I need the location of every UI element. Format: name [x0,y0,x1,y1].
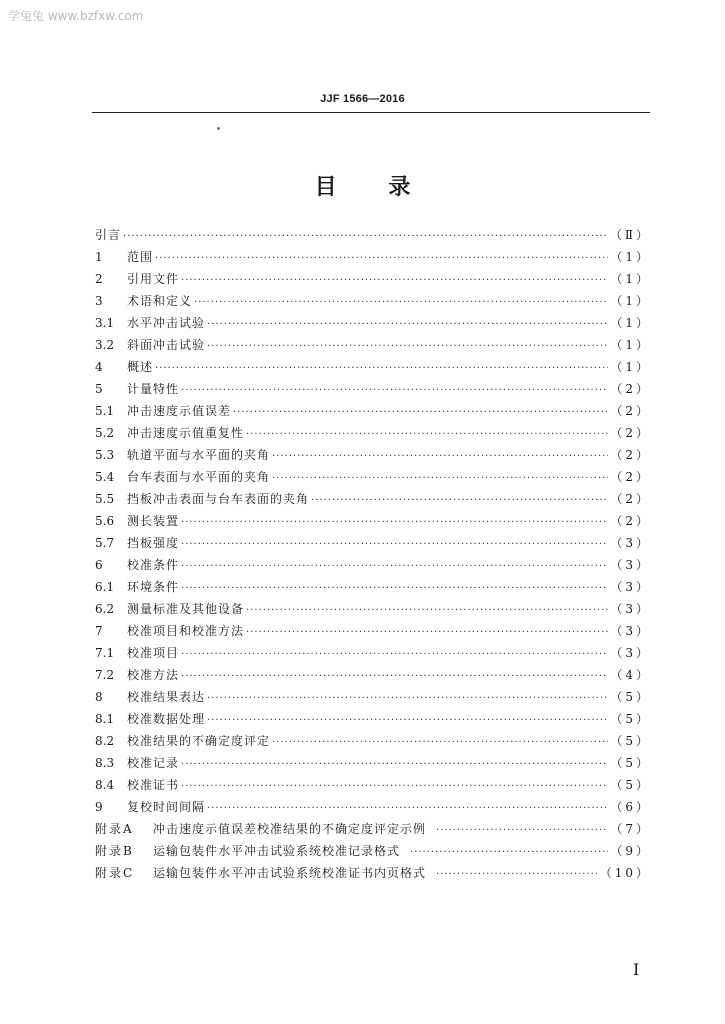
toc-entry [95,774,651,796]
toc-entry-number: 8.3 [95,756,115,770]
toc-entry [95,620,651,642]
toc-entry-page: （1） [610,316,651,330]
toc-entry-page: （1） [610,360,651,374]
toc-entry [95,730,651,752]
toc-entry [95,752,651,774]
toc-entry-title: 测长装置 [127,514,180,528]
toc-leader-dots [207,314,608,336]
toc-entry-number: 5 [95,382,103,396]
toc-entry-title: 挡板冲击表面与台车表面的夹角 [127,492,310,506]
toc-leader-dots [246,600,608,622]
toc-entry-number: 9 [95,800,103,814]
toc-leader-dots [155,358,608,380]
toc-entry-number: 5.5 [95,492,115,506]
toc-entry-page: （3） [610,646,651,660]
table-of-contents [95,224,651,884]
toc-entry-page: （2） [610,448,651,462]
toc-entry [95,334,651,356]
toc-entry [95,488,651,510]
toc-entry [95,708,651,730]
toc-entry-number: 2 [95,272,103,286]
toc-leader-dots [207,798,608,820]
toc-entry [95,598,651,620]
scan-speck [217,127,220,130]
toc-entry-number: 6.2 [95,602,115,616]
toc-entry-page: （1） [610,272,651,286]
toc-entry-title: 轨道平面与水平面的夹角 [127,448,271,462]
toc-entry-title: 范围 [127,250,154,264]
toc-entry-page: （3） [610,558,651,572]
toc-entry-page: （2） [610,382,651,396]
toc-entry-number: 8.2 [95,734,115,748]
toc-entry-number: 7.2 [95,668,115,682]
toc-entry-page: （2） [610,514,651,528]
document-code: JJF 1566—2016 [320,93,405,105]
toc-entry-title: 校准项目 [127,646,180,660]
toc-entry [95,796,651,818]
toc-entry-page: （1） [610,250,651,264]
toc-entry-number: 附录A [95,822,134,836]
toc-entry-number: 7 [95,624,103,638]
toc-entry [95,664,651,686]
page-title: 目 录 [314,175,411,200]
toc-entry-number: 附录B [95,844,134,858]
toc-entry-title: 冲击速度示值误差校准结果的不确定度评定示例 [153,822,427,836]
toc-entry-number: 3.2 [95,338,115,352]
toc-entry-page: （2） [610,426,651,440]
toc-entry [95,290,651,312]
toc-leader-dots [181,534,608,556]
page-number: Ⅰ [633,960,640,979]
toc-entry-page: （2） [610,492,651,506]
toc-entry [95,444,651,466]
toc-entry [95,466,651,488]
toc-entry-number: 附录C [95,866,135,880]
toc-leader-dots [181,556,608,578]
toc-entry-page: （4） [610,668,651,682]
toc-entry-page: （3） [610,536,651,550]
toc-leader-dots [207,688,608,710]
toc-entry-title: 术语和定义 [127,294,193,308]
toc-leader-dots [181,776,608,798]
toc-entry-title: 校准项目和校准方法 [127,624,245,638]
toc-entry [95,642,651,664]
toc-leader-dots [181,644,608,666]
toc-entry [95,246,651,268]
toc-entry-page: （1） [610,338,651,352]
toc-leader-dots [233,402,608,424]
toc-entry-title: 校准条件 [127,558,180,572]
toc-entry [95,400,651,422]
toc-leader-dots [181,512,608,534]
toc-entry [95,378,651,400]
toc-entry [95,818,651,840]
toc-entry [95,840,651,862]
toc-entry-page: （10） [599,866,651,880]
toc-entry-title: 计量特性 [127,382,180,396]
toc-entry-title: 引言 [95,228,122,242]
toc-entry-page: （2） [610,470,651,484]
watermark: 学兔兔 www.bzfxw.com [8,9,144,23]
toc-entry-page: （3） [610,580,651,594]
toc-entry-number: 8 [95,690,103,704]
toc-entry [95,268,651,290]
toc-entry [95,312,651,334]
toc-entry [95,576,651,598]
toc-entry-title: 概述 [127,360,154,374]
toc-entry-title: 冲击速度示值重复性 [127,426,245,440]
toc-entry-number: 5.3 [95,448,115,462]
toc-entry-title: 挡板强度 [127,536,180,550]
toc-entry-number: 4 [95,360,103,374]
toc-leader-dots [246,424,608,446]
toc-entry-title: 校准记录 [127,756,180,770]
toc-entry-page: （5） [610,734,651,748]
toc-entry-page: （Ⅱ） [609,228,651,242]
toc-entry-title: 运输包装件水平冲击试验系统校准证书内页格式 [153,866,427,880]
toc-entry-number: 6 [95,558,103,572]
toc-entry-title: 斜面冲击试验 [127,338,206,352]
toc-entry-page: （5） [610,778,651,792]
toc-entry [95,356,651,378]
toc-entry-title: 校准结果表达 [127,690,206,704]
toc-entry-page: （5） [610,756,651,770]
toc-leader-dots [272,732,608,754]
toc-entry-page: （6） [610,800,651,814]
toc-entry-number: 3.1 [95,316,115,330]
toc-entry-number: 7.1 [95,646,115,660]
toc-leader-dots [246,622,608,644]
toc-entry-number: 1 [95,250,103,264]
toc-leader-dots [272,468,608,490]
toc-entry-title: 校准证书 [127,778,180,792]
toc-leader-dots [207,710,608,732]
toc-entry [95,224,651,246]
toc-entry-number: 5.6 [95,514,115,528]
toc-entry-number: 5.1 [95,404,115,418]
toc-entry-page: （3） [610,602,651,616]
toc-entry-page: （9） [610,844,651,858]
toc-entry-page: （7） [610,822,651,836]
toc-entry-title: 测量标准及其他设备 [127,602,245,616]
toc-entry [95,510,651,532]
toc-entry-title: 校准结果的不确定度评定 [127,734,271,748]
header-rule [92,112,650,113]
toc-leader-dots [194,292,608,314]
toc-leader-dots [436,864,598,886]
toc-leader-dots [436,820,608,842]
toc-entry-title: 台车表面与水平面的夹角 [127,470,271,484]
toc-entry [95,554,651,576]
toc-entry [95,532,651,554]
toc-leader-dots [410,842,608,864]
toc-entry [95,422,651,444]
toc-entry-page: （5） [610,712,651,726]
toc-entry-title: 环境条件 [127,580,180,594]
toc-leader-dots [181,666,608,688]
toc-leader-dots [272,446,608,468]
toc-leader-dots [181,754,608,776]
toc-entry-page: （1） [610,294,651,308]
toc-leader-dots [181,380,608,402]
toc-entry-title: 冲击速度示值误差 [127,404,232,418]
toc-entry-number: 8.1 [95,712,115,726]
toc-entry-title: 水平冲击试验 [127,316,206,330]
toc-entry-title: 校准方法 [127,668,180,682]
toc-entry-page: （2） [610,404,651,418]
toc-entry-title: 引用文件 [127,272,180,286]
toc-entry-number: 5.4 [95,470,115,484]
toc-entry-number: 5.7 [95,536,115,550]
toc-entry-page: （3） [610,624,651,638]
toc-leader-dots [311,490,608,512]
toc-entry-number: 3 [95,294,103,308]
toc-entry-title: 校准数据处理 [127,712,206,726]
toc-entry-number: 6.1 [95,580,115,594]
toc-leader-dots [181,270,608,292]
toc-entry-number: 5.2 [95,426,115,440]
toc-leader-dots [181,578,608,600]
toc-entry-title: 复校时间间隔 [127,800,206,814]
toc-entry-title: 运输包装件水平冲击试验系统校准记录格式 [153,844,401,858]
toc-leader-dots [123,226,608,248]
toc-entry-number: 8.4 [95,778,115,792]
toc-entry [95,686,651,708]
toc-entry-page: （5） [610,690,651,704]
toc-leader-dots [155,248,608,270]
toc-leader-dots [207,336,608,358]
toc-entry [95,862,651,884]
